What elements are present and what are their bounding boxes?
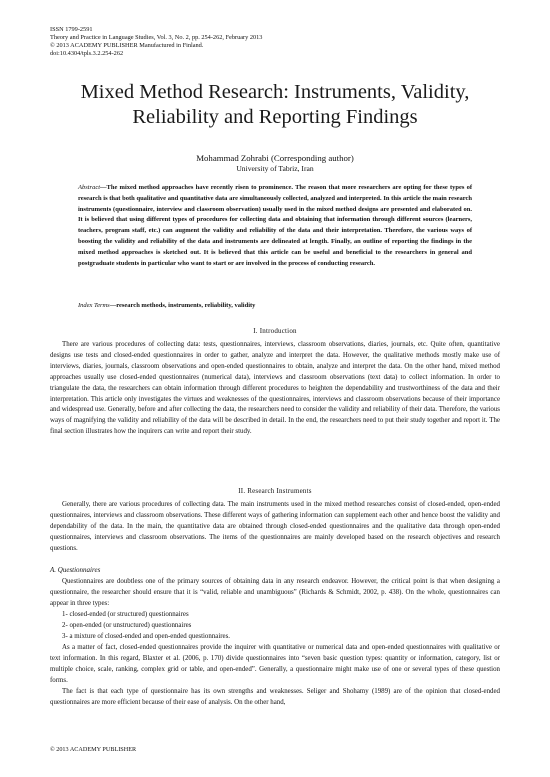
abstract — [78, 183, 472, 269]
section-heading-introduction: I. Introduction — [253, 327, 297, 335]
list-item: 3- a mixture of closed-ended and open-ended questionnaires. — [62, 632, 230, 640]
instruments-paragraph: Generally, there are various procedures of collecting data. The main instruments used in the mixed method researches consist of closed-ended, open-ended questionnaires, interviews and classroom observations. These different ways of gathering information can supplement each other and hence boost the validity and dependability of the data. In the main, the quantitative data are obtained through closed-ended questionnaires and the qualitative data through open-ended questionnaires, interviews and classroom observations. The items of the questionnaires are mainly developed based on the research objectives and research questions. — [50, 501, 500, 552]
questionnaires-paragraph-2-text: As a matter of fact, closed-ended questionnaires provide the inquirer with quantitative or numerical data and open-ended questionnaires with qualitative or text information. In this regard, Blaxter et al. (2006, p. 170) divide questionnaires into “seven basic question types: quantity or information, category, list or multiple choice, scale, ranking, complex grid or table, and open-ended”. Generally, a questionnaire might make use of one or several types of these question forms. — [50, 644, 500, 684]
index-terms-label: Index Terms — [78, 302, 110, 309]
index-terms-text: —research methods, instruments, reliability, validity — [109, 302, 256, 309]
abstract-text: —The mixed method approaches have recently risen to prominence. The reason that more researchers are opting for these types of research is that both qualitative and quantitative data are simultaneously collected, analyzed and interpreted. In this article the main research instruments (questionnaire, interview and classroom observation) usually used in the mixed method designs are presented and elaborated on. It is believed that using different types of procedures for collecting data and obtaining that information through different sources (learners, teachers, program staff, etc.) can augment the validity and reliability of the data and their interpretation. Therefore, the various ways of boosting the validity and reliability of the data and instruments are delineated at length. Finally, an outline of reporting the findings in the mixed method approaches is sketched out. It is believed that this article can be useful and beneficial to the researchers in general and postgraduate students in particular who want to start or are involved in the process of conducting research. — [78, 184, 472, 267]
questionnaires-para-3 — [50, 687, 500, 709]
journal-header — [50, 26, 262, 58]
questionnaire-types-list — [62, 610, 230, 643]
questionnaires-para-1 — [50, 577, 500, 610]
questionnaires-para-2 — [50, 643, 500, 687]
issn-line: ISSN 1799-2591 — [50, 26, 93, 33]
introduction-body — [50, 340, 500, 438]
list-item: 1- closed-ended (or structured) questionnaires — [62, 611, 189, 618]
copyright-line: © 2013 ACADEMY PUBLISHER Manufactured in Finland. — [50, 42, 204, 50]
journal-line: Theory and Practice in Language Studies, Vol. 3, No. 2, pp. 254-262, February 2013 — [50, 34, 263, 42]
author-affiliation: University of Tabriz, Iran — [236, 164, 314, 173]
paper-title — [40, 80, 510, 130]
section-heading-instruments: II. Research Instruments — [238, 487, 312, 495]
subsection-heading-questionnaires: A. Questionnaires — [50, 566, 101, 574]
title-line-2: Reliability and Reporting Findings — [132, 106, 418, 128]
page-footer: © 2013 ACADEMY PUBLISHER — [50, 746, 137, 753]
index-terms — [78, 301, 472, 310]
instruments-body — [50, 500, 500, 555]
questionnaires-paragraph-1-text: Questionnaires are doubtless one of the primary sources of obtaining data in any research endeavor. However, the critical point is that when designing a questionnaire, the researcher should ensure that it is “valid, reliable and unambiguous” (Richards & Schmidt, 2002, p. 438). On the whole, questionnaires can appear in three types: — [50, 578, 500, 607]
doi-line: doi:10.4304/tpls.3.2.254-262 — [50, 50, 124, 58]
title-line-1: Mixed Method Research: Instruments, Validity, — [80, 81, 470, 103]
abstract-label: Abstract — [78, 184, 101, 191]
author-name: Mohammad Zohrabi (Corresponding author) — [196, 153, 354, 163]
introduction-paragraph: There are various procedures of collecting data: tests, questionnaires, interviews, classroom observations, diaries, journals, etc. Quite often, quantitative designs use tests and closed-ended questionnaires in order to gather, analyze and interpret the data. However, the qualitative methods mostly make use of interviews, diaries, journals, classroom observations and open-ended questionnaires to obtain, analyze and interpret the data. On the other hand, mixed method approaches usually use closed-ended questionnaires (numerical data), interviews and classroom observations (text data) to collect information. In order to triangulate the data, the researchers can obtain information through different procedures to heighten the dependability and trustworthiness of the data and their interpretation. This article only investigates the virtues and weaknesses of the questionnaires, interviews and classroom observations because of their importance and widespread use. Generally, before and after collecting the data, the researchers need to consider the validity and reliability of their data. Therefore, the various ways of magnifying the validity and reliability of the data will be described in detail. In the end, the researchers need to put their study together and report it. The final section illustrates how the inquirers can write and report their study. — [50, 341, 500, 436]
questionnaires-paragraph-3-text: The fact is that each type of questionnaire has its own strengths and weaknesses. Seliger and Shohamy (1989) are of the opinion that closed-ended questionnaires are more efficient because of their ease of analysis. On the other hand, — [50, 688, 500, 706]
list-item: 2- open-ended (or unstructured) questionnaires — [62, 621, 192, 629]
